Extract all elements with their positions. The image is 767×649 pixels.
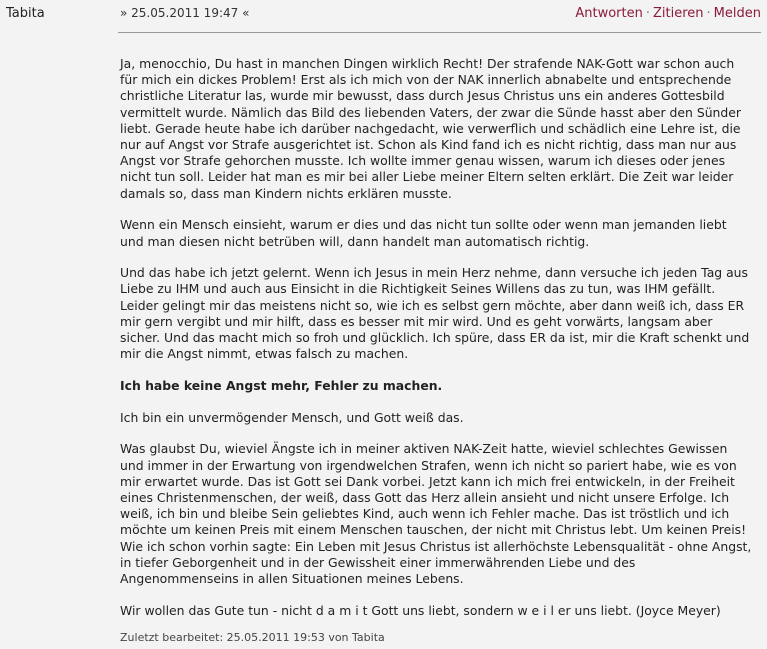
post-paragraph: Ja, menocchio, Du hast in manchen Dingen wirklich Recht! Der strafende NAK-Gott war schon auch für mich ein dickes Problem! Erst als ich mich von der NAK innerlich abnabelte und entsprechende christliche Literatur las, wurde mir bewusst, dass durch Jesus Christus uns ein anderes Gottesbild vermittelt wurde. Nämlich das Bild des liebenden Vaters, der zwar die Sünde hasst aber den Sünder liebt. Gerade heute habe ich darüber nachgedacht, wie verwerflich und schädlich eine Lehre ist, die nur auf Angst vor Strafe ausgerichtet ist. Schon als Kind fand ich es nicht richtig, dass man nur aus Angst vor Strafe gehorchen musste. Ich wollte immer genau wissen, warum ich dieses oder jenes nicht tun soll. Leider hat man es mir bei aller Liebe meiner Eltern selten erklärt. Die Zeit war leider damals so, dass man Kindern nichts erklären musste. [120, 56, 741, 201]
post-body [120, 56, 754, 634]
action-separator: · [645, 6, 650, 21]
report-link[interactable]: Melden [713, 6, 761, 21]
post-author: Tabita [6, 6, 45, 21]
reply-link[interactable]: Antworten [575, 6, 643, 21]
post-actions [575, 6, 761, 21]
edited-note: Zuletzt bearbeitet: 25.05.2011 19:53 von Tabita [120, 631, 385, 644]
post-paragraph: Wenn ein Mensch einsieht, warum er dies und das nicht tun sollte oder wenn man jemanden liebt und man diesen nicht betrüben will, dann handelt man automatisch richtig. [120, 217, 727, 249]
post-header-divider [118, 32, 761, 33]
post-paragraph: Und das habe ich jetzt gelernt. Wenn ich Jesus in mein Herz nehme, dann versuche ich jeden Tag aus Liebe zu IHM und auch aus Einsicht in die Richtigkeit Seines Willens das zu tun, was IHM gefällt. Leider gelingt mir das meistens nicht so, wie ich es selbst gern möchte, aber dann weiß ich, dass ER mir gern vergibt und mir hilft, dass es besser mit mir wird. Und es geht vorwärts, langsam aber sicher. Und das macht mich so froh und glücklich. Ich spüre, dass ER da ist, mir die Kraft schenkt und mir die Angst nimmt, etwas falsch zu machen. [120, 265, 750, 362]
quote-link[interactable]: Zitieren [653, 6, 704, 21]
post-date: » 25.05.2011 19:47 « [120, 6, 250, 20]
post-paragraph: Ich bin ein unvermögender Mensch, und Gott weiß das. [120, 409, 464, 425]
post-paragraph-quote: Wir wollen das Gute tun - nicht d a m i t Gott uns liebt, sondern w e i l er uns liebt. (Joyce Meyer) [120, 602, 721, 618]
action-separator: · [706, 6, 711, 21]
post-paragraph-bold: Ich habe keine Angst mehr, Fehler zu machen. [120, 377, 443, 393]
post-paragraph: Was glaubst Du, wieviel Ängste ich in meiner aktiven NAK-Zeit hatte, wieviel schlechtes Gewissen und immer in der Erwartung von irgendwelchen Strafen, wenn ich nicht so pariert habe, wie es von mir erwartet wurde. Das ist Gott sei Dank vorbei. Jetzt kann ich mich frei entwickeln, in der Freiheit eines Christenmenschen, der weiß, dass Gott das Herz allein ansieht und nicht unsere Erfolge. Ich weiß, ich bin und bleibe Sein geliebtes Kind, auch wenn ich Fehler mache. Das ist tröstlich und ich möchte um keinen Preis mit einem Menschen tauschen, der nicht mit Christus lebt. Um keinen Preis! Wie ich schon vorhin sagte: Ein Leben mit Jesus Christus ist allerhöchste Lebensqualität - ohne Angst, in tiefer Geborgenheit und in der Gewissheit einer immerwährenden Liebe und des Angenommenseins in allen Situationen meines Lebens. [120, 441, 752, 586]
